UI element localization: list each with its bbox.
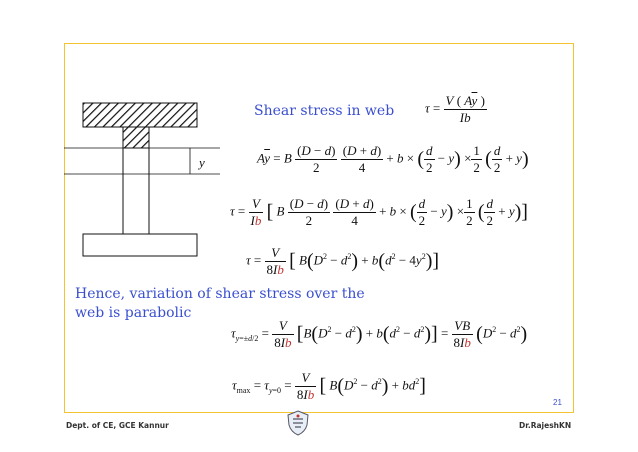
- footer-author: Dr.RajeshKN: [519, 421, 572, 430]
- equation-tau-definition: τ = $\frac{V ( A\overline{y} )}{Ib}$: [425, 93, 485, 125]
- y-label: y: [199, 155, 205, 170]
- hence-statement-line-1: Hence, variation of shear stress over the: [75, 286, 365, 302]
- equation-first-moment: $A\overline{y} = B$ $\frac{(D - d)}{2}$ $\frac{(D + d)}{4}$ + b × ( $\frac{d}{2}$ − y) × $\frac{1}{2}$ ( $\frac{d}{2}$ + y): [257, 143, 529, 175]
- top-flange: [83, 103, 197, 127]
- footer-department: Dept. of CE, GCE Kannur: [66, 421, 169, 430]
- web-hatched-region: [123, 127, 149, 148]
- hence-statement-line-2: web is parabolic: [75, 305, 192, 321]
- web: [123, 148, 149, 234]
- equation-tau-max: $\tau_{max} = \tau_{y=0}$ = $\frac{V}{8Ib}$ [ $B(D^2 - d^2) + bd^2$]: [232, 370, 426, 402]
- college-logo-icon: [286, 410, 310, 436]
- equation-tau-at-web-top: $\tau_{y=\pm d/2}$ = $\frac{V}{8Ib}$ $[B(D^2 - d^2) + b(d^2 - d^2)]$ = $\frac{VB}{8Ib}$ $(D^2 - d^2)$: [231, 318, 528, 350]
- page-number: 21: [553, 398, 562, 407]
- equation-tau-expanded: τ = $\frac{V}{Ib}$ [ B $\frac{(D - d)}{2}$ $\frac{(D + d)}{4}$ + b × ( $\frac{d}{2}$ − y) × $\frac{1}{2}$ ( $\frac{d}{2}$ + y)]: [230, 196, 528, 228]
- web-heading: Shear stress in web: [254, 103, 395, 119]
- equation-tau-simplified: τ = $\frac{V}{8Ib}$ [ $B(D^2 - d^2) + b(d^2 - 4y^2)$]: [246, 245, 440, 277]
- bottom-flange: [83, 234, 197, 256]
